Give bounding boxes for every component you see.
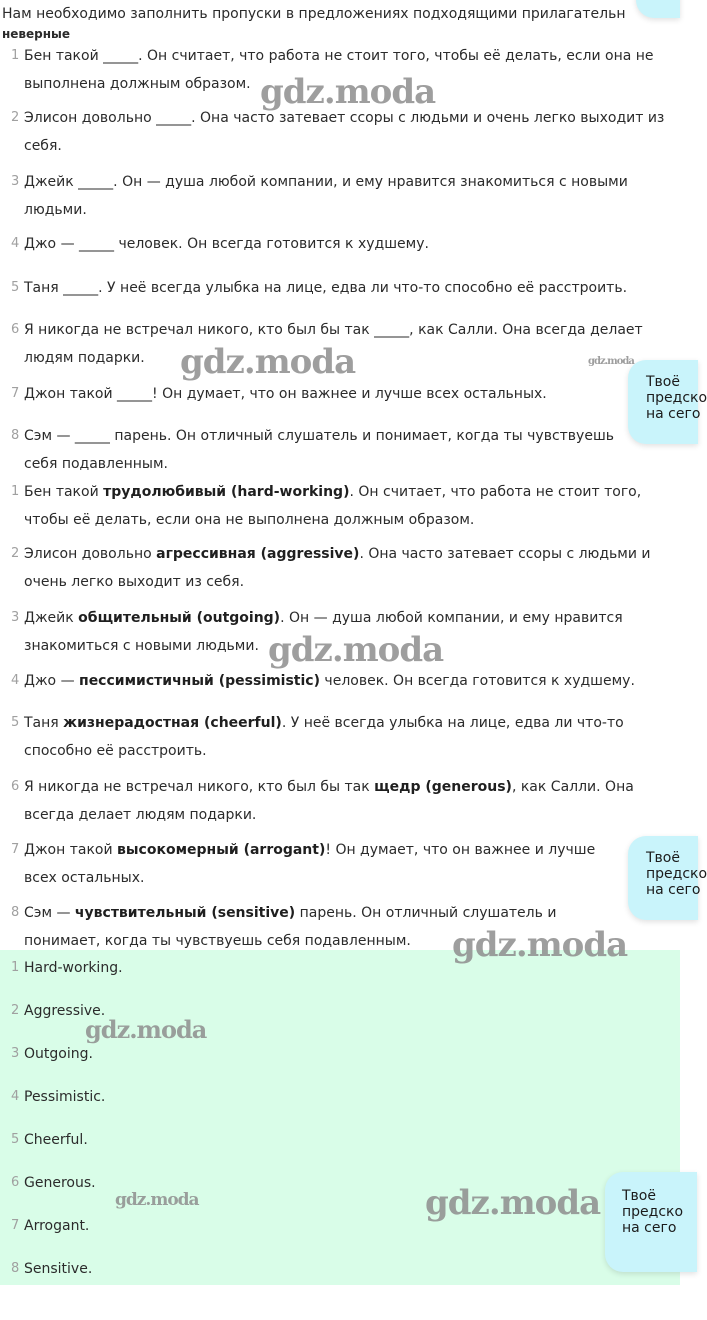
item-number: 8 <box>11 428 20 443</box>
answer-text: Sensitive. <box>24 1261 93 1277</box>
sentence-answer: агрессивная (aggressive) <box>156 546 360 562</box>
sentence-after: . Он — душа любой компании, и ему нравится знакомиться с новыми людьми. <box>24 610 623 654</box>
item-number: 3 <box>11 174 20 189</box>
promo-line: на сего <box>646 406 701 422</box>
sentence-answer: высокомерный (arrogant) <box>117 842 326 858</box>
watermark: gdz.moda <box>425 1183 601 1223</box>
sentence-text: Таня _____. У неё всегда улыбка на лице, едва ли что-то способно её расстроить. <box>24 280 628 296</box>
sentence-text: Бен такой _____. Он считает, что работа не стоит того, чтобы её делать, если она не выполнена должным образом. <box>24 48 654 92</box>
sentence-before: Таня <box>24 715 64 731</box>
blank-sentence <box>11 230 670 258</box>
item-number: 6 <box>11 1175 20 1190</box>
sentence-answer: щедр (generous) <box>374 779 512 795</box>
item-number: 1 <box>11 960 20 975</box>
sentence-before: Джейк <box>24 610 79 626</box>
answer-item <box>11 1040 670 1068</box>
blank-sentence <box>11 380 624 408</box>
answer-text: Hard-working. <box>24 960 123 976</box>
item-number: 3 <box>11 610 20 625</box>
sentence-answer: пессимистичный (pessimistic) <box>79 673 320 689</box>
watermark: gdz.moda <box>180 342 356 382</box>
item-number: 5 <box>11 1132 20 1147</box>
item-number: 1 <box>11 48 20 63</box>
promo-line: Твоё <box>646 374 680 390</box>
sentence-after: , как Салли. Она всегда делает людям подарки. <box>24 779 634 823</box>
watermark: gdz.moda <box>85 1015 207 1044</box>
item-number: 6 <box>11 322 20 337</box>
sentence-text: Джейк _____. Он — душа любой компании, и ему нравится знакомиться с новыми людьми. <box>24 174 628 218</box>
sentence-before: Джон такой <box>24 842 118 858</box>
blank-sentence <box>11 168 670 224</box>
promo-line: на сего <box>622 1220 677 1236</box>
item-number: 7 <box>11 1218 20 1233</box>
filled-sentence <box>11 709 670 765</box>
sentence-after: ! Он думает, что он важнее и лучше всех остальных. <box>24 842 596 886</box>
watermark: gdz.moda <box>588 356 634 367</box>
item-number: 8 <box>11 905 20 920</box>
sentence-answer: чувствительный (sensitive) <box>74 905 296 921</box>
filled-sentence <box>11 478 670 534</box>
promo-line: предско <box>646 866 707 882</box>
promo-line: предско <box>646 390 707 406</box>
sentence-after: . Он считает, что работа не стоит того, чтобы её делать, если она не выполнена должным образом. <box>24 484 642 528</box>
answer-item <box>11 1126 670 1154</box>
sentence-text: Джо — _____ человек. Он всегда готовится к худшему. <box>24 236 429 252</box>
answer-text: Arrogant. <box>24 1218 90 1234</box>
filled-sentence <box>11 667 670 695</box>
sentence-after: . Она часто затевает ссоры с людьми и очень легко выходит из себя. <box>24 546 651 590</box>
item-number: 7 <box>11 386 20 401</box>
filled-sentence <box>11 836 628 892</box>
watermark: gdz.moda <box>115 1190 199 1210</box>
sentence-answer: общительный (outgoing) <box>78 610 281 626</box>
answer-item <box>11 1083 670 1111</box>
promo-line: Твоё <box>622 1188 656 1204</box>
promo-line: на сего <box>646 882 701 898</box>
sentence-before: Я никогда не встречал никого, кто был бы так <box>24 779 375 795</box>
sentence-text: Сэм — _____ парень. Он отличный слушатель и понимает, когда ты чувствуешь себя подавленным. <box>24 428 615 472</box>
task-intro <box>2 6 652 41</box>
item-number: 2 <box>11 1003 20 1018</box>
intro-text: Нам необходимо заполнить пропуски в предложениях подходящими прилагательн <box>2 6 626 22</box>
sentence-answer: трудолюбивый (hard-working) <box>103 484 350 500</box>
sentence-before: Бен такой <box>24 484 104 500</box>
sentence-before: Сэм — <box>24 905 75 921</box>
answer-text: Outgoing. <box>24 1046 93 1062</box>
sentence-after: парень. Он отличный слушатель и понимает, когда ты чувствуешь себя подавленным. <box>24 905 557 949</box>
item-number: 5 <box>11 280 20 295</box>
answer-text: Generous. <box>24 1175 96 1191</box>
item-number: 5 <box>11 715 20 730</box>
answer-text: Aggressive. <box>24 1003 106 1019</box>
item-number: 4 <box>11 673 20 688</box>
promo-line: предско <box>622 1204 684 1220</box>
watermark: gdz.moda <box>452 925 628 965</box>
item-number: 2 <box>11 546 20 561</box>
item-number: 8 <box>11 1261 20 1276</box>
watermark: gdz.moda <box>268 630 444 670</box>
sentence-text: Элисон довольно _____. Она часто затевает ссоры с людьми и очень легко выходит из себя. <box>24 110 665 154</box>
promo-banner[interactable] <box>605 1172 697 1272</box>
promo-banner[interactable] <box>628 836 707 920</box>
sentence-text: Я никогда не встречал никого, кто был бы так _____, как Салли. Она всегда делает людям подарки. <box>24 322 643 366</box>
filled-sentence <box>11 540 670 596</box>
blank-sentence <box>11 422 624 478</box>
item-number: 6 <box>11 779 20 794</box>
sentence-answer: жизнерадостная (cheerful) <box>63 715 282 731</box>
watermark: gdz.moda <box>260 72 436 112</box>
sentence-text: Джон такой _____! Он думает, что он важнее и лучше всех остальных. <box>24 386 547 402</box>
promo-banner[interactable] <box>628 360 707 444</box>
item-number: 4 <box>11 1089 20 1104</box>
sentence-after: человек. Он всегда готовится к худшему. <box>319 673 635 689</box>
item-number: 7 <box>11 842 20 857</box>
answer-text: Cheerful. <box>24 1132 88 1148</box>
item-number: 3 <box>11 1046 20 1061</box>
item-number: 2 <box>11 110 20 125</box>
answer-item <box>11 1255 670 1283</box>
promo-line: Твоё <box>646 850 680 866</box>
answer-text: Pessimistic. <box>24 1089 106 1105</box>
item-number: 4 <box>11 236 20 251</box>
intro-cut-word: неверные <box>2 27 71 41</box>
item-number: 1 <box>11 484 20 499</box>
blank-sentence <box>11 104 670 160</box>
sentence-after: . У неё всегда улыбка на лице, едва ли что-то способно её расстроить. <box>24 715 624 759</box>
sentence-before: Джо — <box>24 673 80 689</box>
blank-sentence <box>11 274 670 302</box>
filled-sentence <box>11 773 670 829</box>
sentence-before: Элисон довольно <box>24 546 157 562</box>
